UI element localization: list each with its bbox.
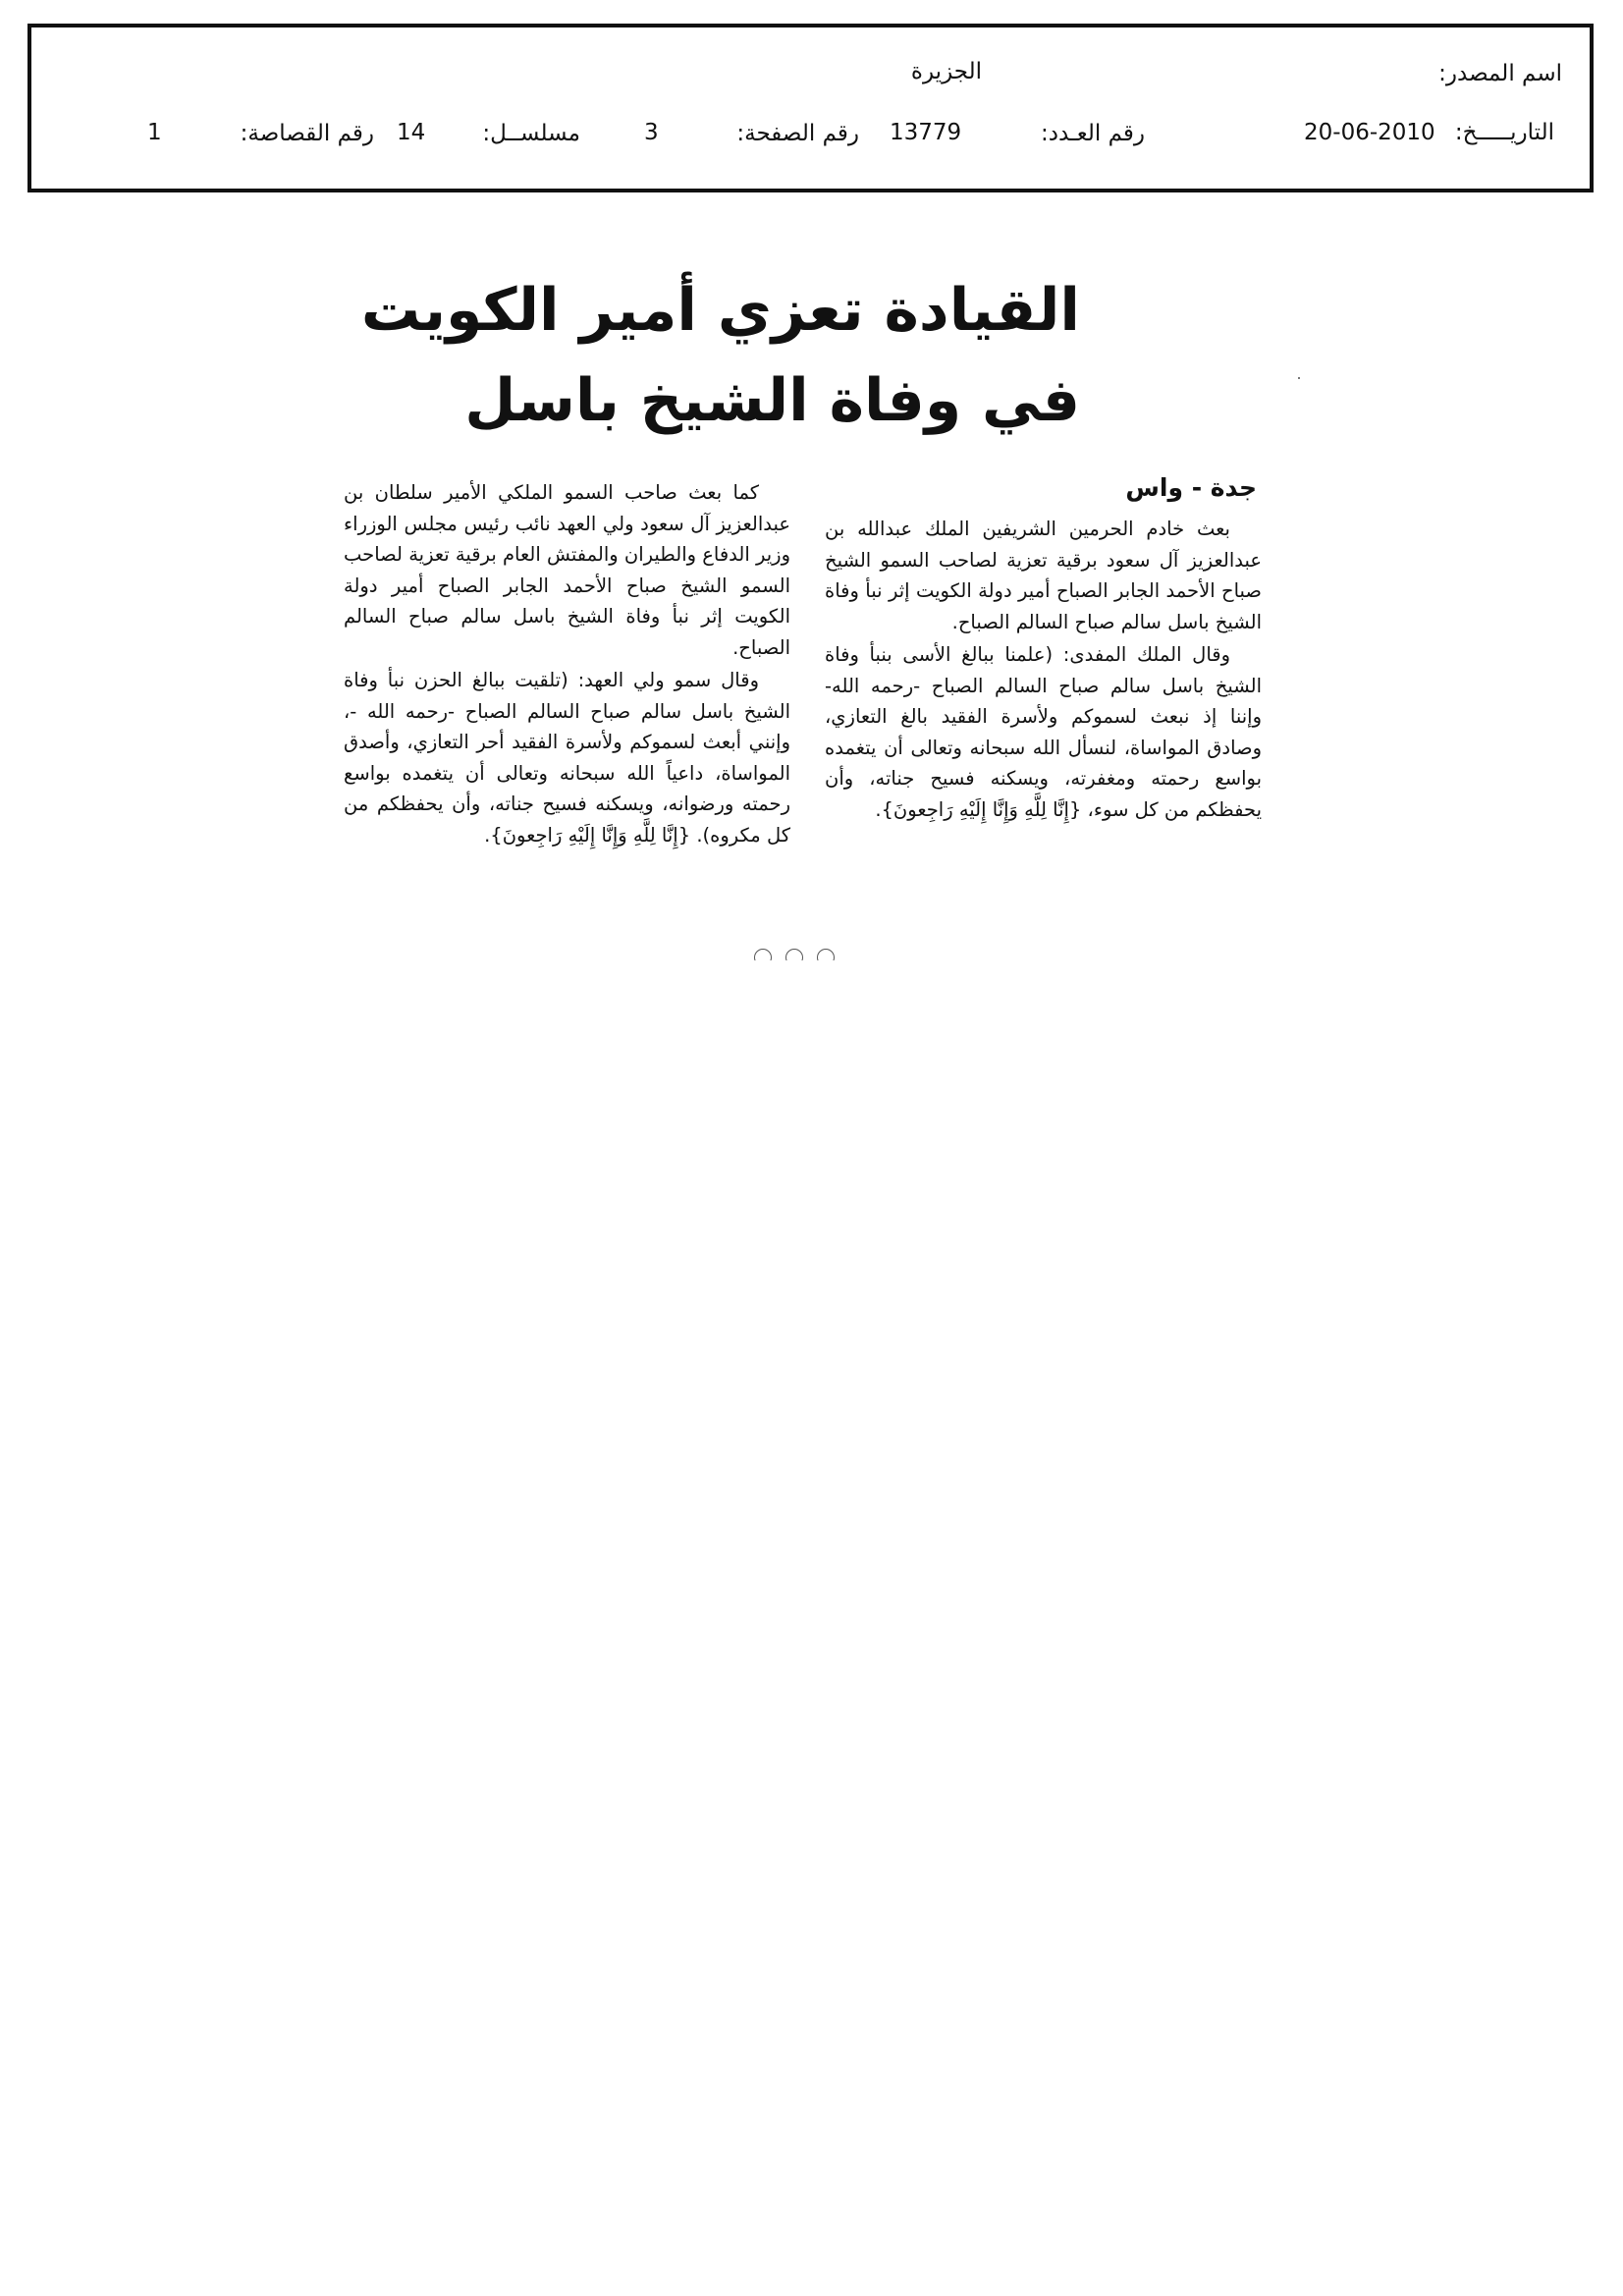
date-value: 20-06-2010 [1304, 120, 1435, 145]
issue-value: 13779 [890, 120, 962, 145]
scan-speck [1298, 377, 1300, 379]
headline-line-2: في وفاة الشيخ باسل [464, 366, 1080, 435]
ornament-circle [817, 949, 835, 960]
clipping-metadata-box [27, 24, 1594, 192]
issue-label: رقم العـدد: [1040, 121, 1145, 146]
paragraph: وقال سمو ولي العهد: (تلقيت ببالغ الحزن نبأ وفاة الشيخ باسل سالم صباح السالم الصباح -رحمه الله -، وإنني أبعث لسموكم ولأسرة الفقيد أحر التعازي، وأصدق المواساة، داعياً الله سبحانه وتعالى أن يتغمده بواسع رحمته ورضوانه، ويسكنه فسيح جناته، وأن يحفظكم من كل مكروه). {إِنَّا لِلَّهِ وَإِنَّا إِلَيْهِ رَاجِعونَ}. [344, 669, 790, 847]
headline-line-1: القيادة تعزي أمير الكويت [360, 276, 1080, 345]
article-column-left [344, 477, 790, 852]
serial-label: مسلســل: [482, 121, 580, 146]
clip-number-label: رقم القصاصة: [240, 121, 374, 146]
ornament-circle [754, 949, 772, 960]
date-label: التاريـــــخ: [1454, 120, 1554, 145]
source-label: اسم المصدر: [1438, 61, 1562, 86]
end-of-article-ornament [754, 949, 862, 960]
serial-value: 14 [397, 120, 426, 145]
paragraph: وقال الملك المفدى: (علمنا ببالغ الأسى بنبأ وفاة الشيخ باسل سالم صباح السالم الصباح -رحمه الله- وإننا إذ نبعث لسموكم ولأسرة الفقيد بالغ التعازي، وصادق المواساة، لنسأل الله سبحانه وتعالى أن يتغمده بواسع رحمته ومغفرته، ويسكنه فسيح جناته، وأن يحفظكم من كل سوء، {إِنَّا لِلَّهِ وَإِنَّا إِلَيْهِ رَاجِعونَ}. [825, 643, 1262, 821]
page-label: رقم الصفحة: [736, 121, 859, 146]
clip-number-value: 1 [147, 120, 162, 145]
byline: جدة - واس [1125, 473, 1257, 502]
ornament-circle [785, 949, 803, 960]
page-value: 3 [644, 120, 659, 145]
source-value: الجزيرة [910, 59, 982, 84]
paragraph: كما بعث صاحب السمو الملكي الأمير سلطان بن عبدالعزيز آل سعود ولي العهد نائب رئيس مجلس الوزراء وزير الدفاع والطيران والمفتش العام برقية تعزية لصاحب السمو الشيخ صباح الأحمد الجابر الصباح أمير دولة الكويت إثر نبأ وفاة الشيخ باسل سالم صباح السالم الصباح. [344, 481, 790, 659]
article-column-right [825, 514, 1262, 827]
paragraph: بعث خادم الحرمين الشريفين الملك عبدالله بن عبدالعزيز آل سعود برقية تعزية لصاحب السمو الشيخ صباح الأحمد الجابر الصباح أمير دولة الكويت إثر نبأ وفاة الشيخ باسل سالم صباح السالم الصباح. [825, 518, 1262, 633]
